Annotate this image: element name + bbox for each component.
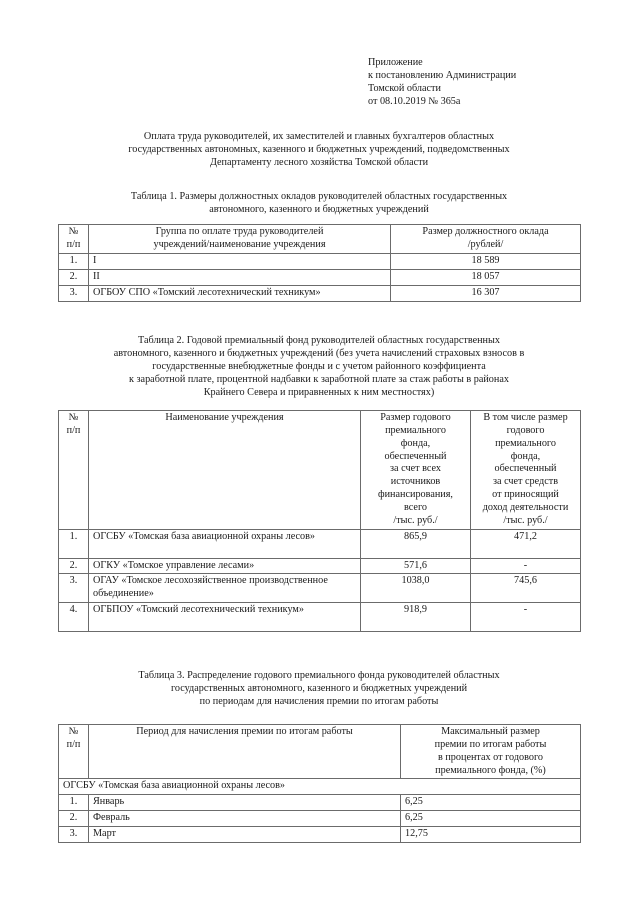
- table2-row-0-name: ОГСБУ «Томская база авиационной охраны лесов»: [89, 529, 361, 558]
- table2-row-3-num: 4.: [59, 603, 89, 632]
- table2-header-value1-line-6: источников: [390, 476, 441, 488]
- table3-header-name: [89, 725, 401, 779]
- table3-caption-line-1: Таблица 3. Распределение годового премиального фонда руководителей областных: [138, 670, 500, 681]
- table2-caption-line-3: государственные внебюджетные фонды и с учетом районного коэффициента: [152, 361, 486, 373]
- table-row: [59, 811, 581, 827]
- table2-row-0-num: 1.: [59, 529, 89, 558]
- header-line-4: от 08.10.2019 № 365а: [368, 96, 461, 108]
- table2-header-name-line-1: Наименование учреждения: [165, 412, 284, 423]
- table1-row-0-num: 1.: [59, 253, 89, 269]
- table1-row-1-value: 18 057: [391, 269, 581, 285]
- table-row: [59, 558, 581, 574]
- table2-header-value1-line-2: премиального: [385, 424, 446, 436]
- table2-caption-line-5: Крайнего Севера и приравненных к ним местностях): [203, 387, 435, 399]
- table3-header-num-line-1: №: [68, 726, 79, 737]
- title-line-3: Департаменту лесного хозяйства Томской области: [209, 157, 429, 169]
- table2-caption: [58, 334, 580, 399]
- table2-header-num-line-2: п/п: [66, 424, 81, 436]
- table2-header-value2-line-6: за счет средств: [492, 476, 559, 488]
- header-line-1: Приложение: [368, 57, 423, 68]
- table1-row-2-num: 3.: [59, 285, 89, 301]
- table2-caption-line-1: Таблица 2. Годовой премиальный фонд руководителей областных государственных: [138, 335, 500, 346]
- table2-header-value1-line-7: финансирования,: [378, 489, 453, 501]
- table2-header-value2-line-3: премиального: [495, 437, 556, 449]
- table2-row-2-value1: 1038,0: [361, 574, 471, 603]
- table2-caption-line-4: к заработной плате, процентной надбавки к заработной плате за стаж работы в районах: [129, 374, 509, 386]
- table2-row-1-value1: 571,6: [361, 558, 471, 574]
- table2-header-value1-line-9: /тыс. руб./: [393, 514, 438, 526]
- table-row: [59, 827, 581, 843]
- table-salary-rates: [58, 224, 581, 302]
- table3-row-0-num: 1.: [59, 795, 89, 811]
- table3-row-1-name: Февраль: [89, 811, 401, 827]
- table3-row-0-value: 6,25: [401, 795, 581, 811]
- table3-group-label: ОГСБУ «Томская база авиационной охраны лесов»: [59, 779, 581, 795]
- table3-group-row: [59, 779, 581, 795]
- table2-header-value2-line-7: от приносящий: [492, 489, 559, 501]
- table2-row-3-value2: -: [471, 603, 581, 632]
- table1-row-2-name: ОГБОУ СПО «Томский лесотехнический техникум»: [89, 285, 391, 301]
- table-bonus-distribution: [58, 724, 581, 843]
- table-row: [59, 529, 581, 558]
- table1-header-num-line-2: п/п: [66, 238, 81, 250]
- table3-header-value-line-3: в процентах от годового: [438, 751, 543, 763]
- table2-row-2-num: 3.: [59, 574, 89, 603]
- table2-row-0-value2: 471,2: [471, 529, 581, 558]
- table2-header-value2: [471, 411, 581, 530]
- table1-row-1-num: 2.: [59, 269, 89, 285]
- table3-row-2-name: Март: [89, 827, 401, 843]
- table1-header-row: [59, 225, 581, 254]
- table2-header-value2-line-1: В том числе размер: [483, 412, 568, 423]
- table3-row-1-num: 2.: [59, 811, 89, 827]
- table3-row-1-value: 6,25: [401, 811, 581, 827]
- table1-header-value: [391, 225, 581, 254]
- table-row: [59, 285, 581, 301]
- table2-header-value2-line-2: годового: [506, 424, 545, 436]
- table2-row-2-value2: 745,6: [471, 574, 581, 603]
- table2-header-name: [89, 411, 361, 530]
- table2-row-1-num: 2.: [59, 558, 89, 574]
- header-line-3: Томской области: [368, 83, 441, 95]
- table-row: [59, 253, 581, 269]
- table3-header-value-line-4: премиального фонда, (%): [435, 764, 546, 776]
- table1-caption-line-2: автономного, казенного и бюджетных учреждений: [209, 204, 429, 216]
- table3-caption-line-3: по периодам для начисления премии по итогам работы: [199, 696, 439, 708]
- table1-header-num-line-1: №: [68, 226, 79, 237]
- table3-header-num: [59, 725, 89, 779]
- table3-caption: [58, 669, 580, 708]
- title-line-1: Оплата труда руководителей, их заместителей и главных бухгалтеров областных: [143, 131, 495, 142]
- table1-header-num: [59, 225, 89, 254]
- table2-header-value2-line-8: доход деятельности: [482, 501, 569, 513]
- table2-caption-line-2: автономного, казенного и бюджетных учреждений (без учета начислений страховых взносов в: [113, 348, 525, 360]
- table2-header-value1-line-3: фонда,: [400, 437, 431, 449]
- table1-row-2-value: 16 307: [391, 285, 581, 301]
- table2-header-num: [59, 411, 89, 530]
- table3-header-value-line-1: Максимальный размер: [441, 726, 540, 737]
- table2-row-3-name: ОГБПОУ «Томский лесотехнический техникум»: [89, 603, 361, 632]
- table2-row-0-value1: 865,9: [361, 529, 471, 558]
- table-row: [59, 795, 581, 811]
- table1-header-name-line-1: Группа по оплате труда руководителей: [155, 226, 324, 237]
- table3-header-num-line-2: п/п: [66, 738, 81, 750]
- table1-row-0-value: 18 589: [391, 253, 581, 269]
- table1-header-value-line-2: /рублей/: [467, 238, 504, 250]
- table3-row-0-name: Январь: [89, 795, 401, 811]
- table2-row-1-name: ОГКУ «Томское управление лесами»: [89, 558, 361, 574]
- table1-row-0-name: I: [89, 253, 391, 269]
- table2-row-3-value1: 918,9: [361, 603, 471, 632]
- table3-caption-line-2: государственных автономного, казенного и бюджетных учреждений: [170, 683, 468, 695]
- table1-header-value-line-1: Размер должностного оклада: [422, 226, 549, 237]
- table1-row-1-name: II: [89, 269, 391, 285]
- table3-row-2-value: 12,75: [401, 827, 581, 843]
- table1-caption: [58, 190, 580, 216]
- table3-header-row: [59, 725, 581, 779]
- title-line-2: государственных автономных, казенного и бюджетных учреждений, подведомственных: [128, 144, 510, 156]
- table3-row-2-num: 3.: [59, 827, 89, 843]
- table2-header-value2-line-9: /тыс. руб./: [503, 514, 548, 526]
- table2-header-value1-line-4: обеспеченный: [384, 450, 447, 462]
- table2-header-row: [59, 411, 581, 530]
- document-title: [58, 130, 580, 169]
- table2-header-value1-line-5: за счет всех: [390, 463, 441, 475]
- table3-header-name-line-1: Период для начисления премии по итогам работы: [136, 726, 353, 737]
- table-annual-bonus-fund: [58, 410, 581, 632]
- header-line-2: к постановлению Администрации: [368, 70, 517, 82]
- table2-header-value1-line-8: всего: [404, 501, 427, 513]
- table-row: [59, 603, 581, 632]
- table2-row-1-value2: -: [471, 558, 581, 574]
- table2-header-value1: [361, 411, 471, 530]
- table2-header-value2-line-5: обеспеченный: [494, 463, 557, 475]
- table2-header-value1-line-1: Размер годового: [380, 412, 451, 423]
- table3-header-value: [401, 725, 581, 779]
- table1-caption-line-1: Таблица 1. Размеры должностных окладов руководителей областных государственных: [130, 191, 508, 202]
- table1-header-name: [89, 225, 391, 254]
- table1-header-name-line-2: учреждений/наименование учреждения: [153, 238, 326, 250]
- table3-header-value-line-2: премии по итогам работы: [434, 738, 547, 750]
- table-row: [59, 269, 581, 285]
- table-row: [59, 574, 581, 603]
- table2-row-2-name: ОГАУ «Томское лесохозяйственное производственное объединение»: [89, 574, 361, 603]
- table2-header-value2-line-4: фонда,: [510, 450, 541, 462]
- table2-header-num-line-1: №: [68, 412, 79, 423]
- document-header: [368, 56, 598, 108]
